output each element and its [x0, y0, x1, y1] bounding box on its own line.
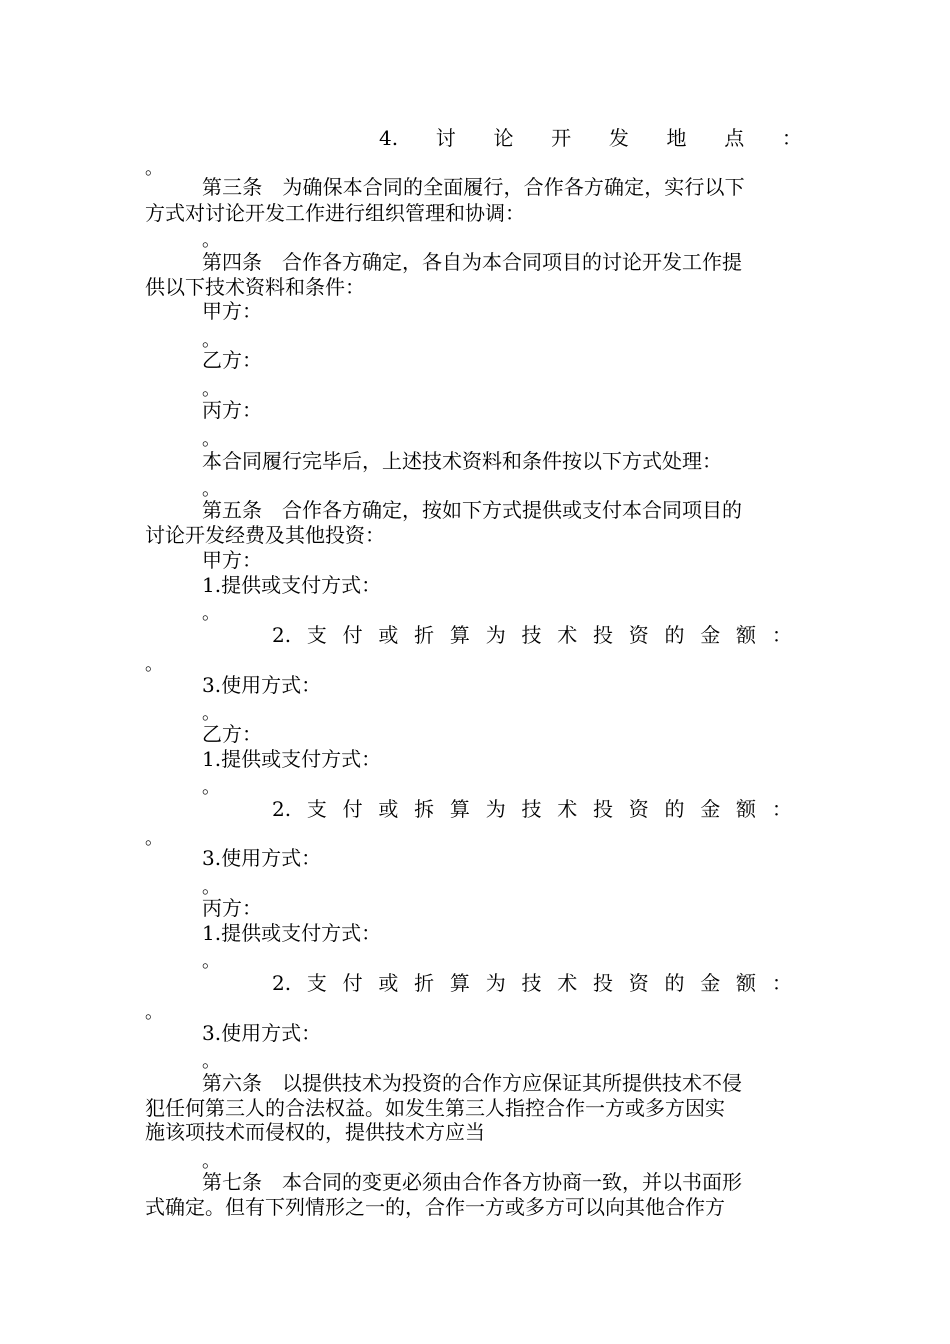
payment-amount-line [272, 623, 792, 647]
usage-method-item: 3.使用方式： [202, 673, 322, 697]
spread-glyph: 拆 [414, 797, 435, 821]
article-5-line-2: 讨论开发经费及其他投资： [145, 523, 385, 547]
spread-glyph: 术 [557, 971, 578, 995]
article-6-line-1: 第六条 以提供技术为投资的合作方应保证其所提供技术不侵 [202, 1071, 742, 1095]
spread-glyph: 2. [272, 971, 292, 995]
spread-glyph: 折 [414, 971, 435, 995]
article-7-line-2: 式确定。但有下列情形之一的，合作一方或多方可以向其他合作方 [145, 1195, 725, 1219]
blank-mark: 。 [145, 654, 163, 675]
spread-glyph: 为 [485, 797, 506, 821]
usage-method-item: 3.使用方式： [202, 846, 322, 870]
blank-mark: 。 [145, 1002, 163, 1023]
spread-glyph: ： [771, 797, 792, 821]
spread-glyph: 讨 [435, 126, 456, 150]
usage-method-item: 3.使用方式： [202, 1021, 322, 1045]
spread-glyph: 额 [736, 971, 757, 995]
spread-glyph: 折 [414, 623, 435, 647]
spread-glyph: 2. [272, 797, 292, 821]
spread-glyph: 的 [664, 971, 685, 995]
payment-method-item: 1.提供或支付方式： [202, 747, 382, 771]
blank-mark: 。 [202, 330, 220, 351]
blank-mark: 。 [202, 379, 220, 400]
blank-mark: 。 [202, 703, 220, 724]
spread-glyph: 额 [736, 623, 757, 647]
payment-amount-line [272, 971, 792, 995]
payment-method-item: 1.提供或支付方式： [202, 921, 382, 945]
article-7-line-1: 第七条 本合同的变更必须由合作各方协商一致，并以书面形 [202, 1170, 742, 1194]
blank-mark: 。 [202, 230, 220, 251]
blank-mark: 。 [202, 603, 220, 624]
blank-mark: 。 [145, 158, 163, 179]
spread-glyph: 技 [521, 971, 542, 995]
article-3-line-1: 第三条 为确保本合同的全面履行，合作各方确定，实行以下 [202, 175, 745, 199]
spread-glyph: 为 [485, 971, 506, 995]
article-5-party-c: 丙方： [202, 896, 262, 920]
article-4-party-c: 丙方： [202, 398, 262, 422]
spread-glyph: 或 [378, 623, 399, 647]
spread-glyph: 算 [449, 623, 470, 647]
spread-glyph: 支 [306, 797, 327, 821]
spread-glyph: 2. [272, 623, 292, 647]
article-4-party-b: 乙方： [202, 348, 262, 372]
blank-mark: 。 [145, 828, 163, 849]
spread-glyph: 资 [628, 797, 649, 821]
article-6-line-3: 施该项技术而侵权的，提供技术方应当 [145, 1120, 485, 1144]
article-3-line-2: 方式对讨论开发工作进行组织管理和协调： [145, 201, 525, 225]
payment-method-item: 1.提供或支付方式： [202, 573, 382, 597]
spread-glyph: 地 [666, 126, 687, 150]
spread-glyph: 金 [700, 623, 721, 647]
spread-glyph: 付 [342, 623, 363, 647]
spread-glyph: 为 [485, 623, 506, 647]
spread-glyph: 投 [592, 971, 613, 995]
spread-glyph: ： [781, 126, 802, 150]
blank-mark: 。 [202, 777, 220, 798]
spread-glyph: 开 [551, 126, 572, 150]
spread-glyph: 算 [449, 797, 470, 821]
spread-glyph: 或 [378, 971, 399, 995]
spread-glyph: 点 [724, 126, 745, 150]
payment-amount-line [272, 797, 792, 821]
article-4-line-2: 供以下技术资料和条件： [145, 275, 365, 299]
spread-glyph: 技 [521, 797, 542, 821]
article-4-party-a: 甲方： [202, 299, 262, 323]
article-5-party-b: 乙方： [202, 722, 262, 746]
research-location-line [379, 126, 802, 150]
article-4-after: 本合同履行完毕后，上述技术资料和条件按以下方式处理： [202, 449, 722, 473]
spread-glyph: 付 [342, 971, 363, 995]
article-5-line-1: 第五条 合作各方确定，按如下方式提供或支付本合同项目的 [202, 498, 742, 522]
spread-glyph: 发 [608, 126, 629, 150]
spread-glyph: 或 [378, 797, 399, 821]
spread-glyph: 的 [664, 797, 685, 821]
spread-glyph: 算 [449, 971, 470, 995]
article-4-line-1: 第四条 合作各方确定，各自为本合同项目的讨论开发工作提 [202, 250, 742, 274]
spread-glyph: 支 [306, 623, 327, 647]
spread-glyph: 术 [557, 797, 578, 821]
spread-glyph: 技 [521, 623, 542, 647]
spread-glyph: 额 [736, 797, 757, 821]
spread-glyph: 投 [592, 797, 613, 821]
article-6-line-2: 犯任何第三人的合法权益。如发生第三人指控合作一方或多方因实 [145, 1096, 725, 1120]
article-5-party-a: 甲方： [202, 548, 262, 572]
spread-glyph: 资 [628, 623, 649, 647]
blank-mark: 。 [202, 951, 220, 972]
spread-glyph: 术 [557, 623, 578, 647]
spread-glyph: 论 [493, 126, 514, 150]
blank-mark: 。 [202, 877, 220, 898]
blank-mark: 。 [202, 429, 220, 450]
spread-glyph: ： [771, 623, 792, 647]
blank-mark: 。 [202, 1151, 220, 1172]
blank-mark: 。 [202, 1051, 220, 1072]
spread-glyph: 资 [628, 971, 649, 995]
spread-glyph: 投 [592, 623, 613, 647]
spread-glyph: 付 [342, 797, 363, 821]
spread-glyph: 的 [664, 623, 685, 647]
spread-glyph: ： [771, 971, 792, 995]
spread-glyph: 4. [379, 126, 399, 150]
spread-glyph: 支 [306, 971, 327, 995]
spread-glyph: 金 [700, 797, 721, 821]
spread-glyph: 金 [700, 971, 721, 995]
blank-mark: 。 [202, 479, 220, 500]
